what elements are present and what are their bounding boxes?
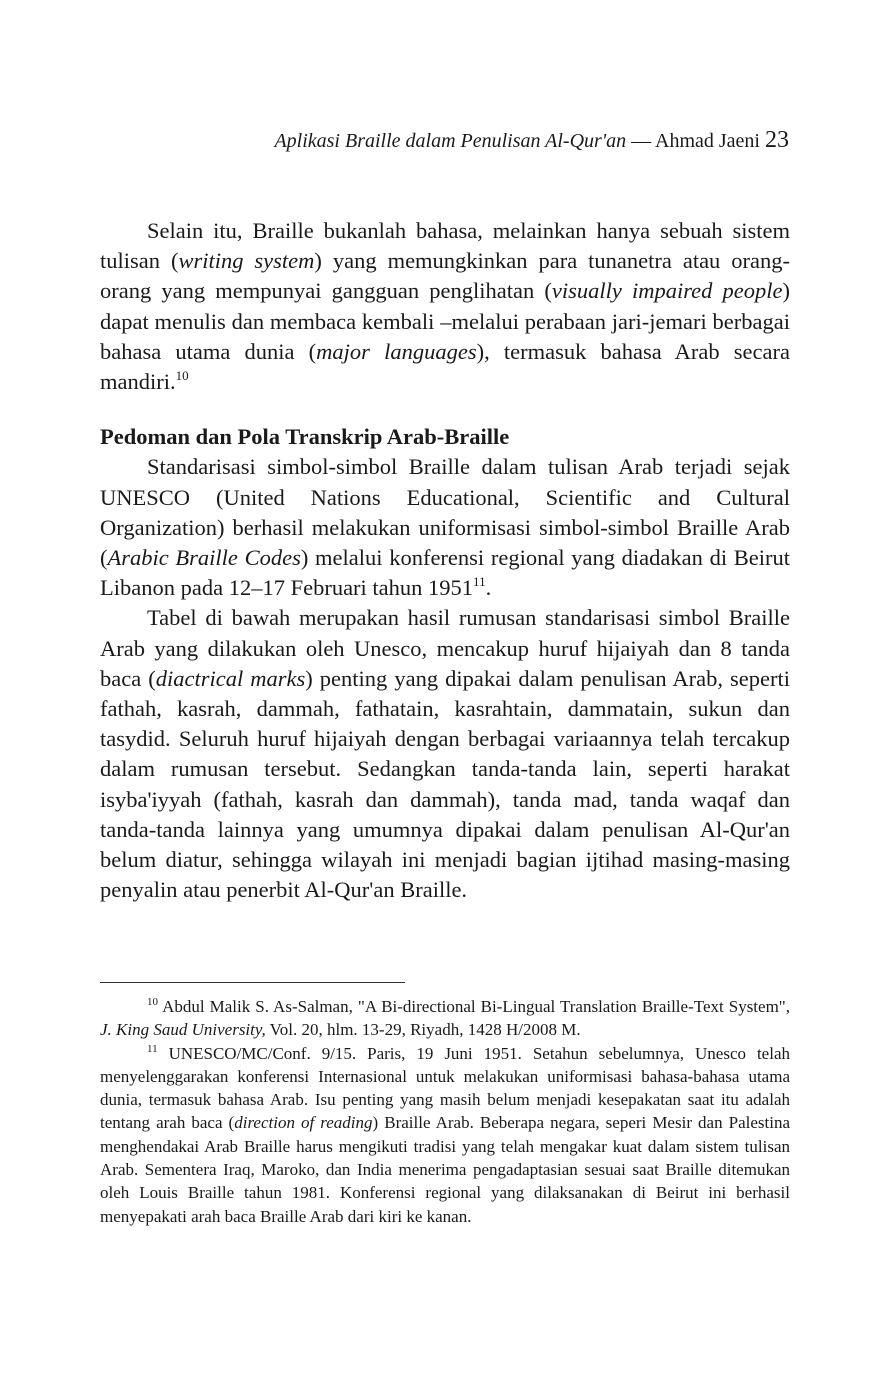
paragraph-1-text-4: ), termasuk bahasa Arab secara mandiri. bbox=[100, 338, 790, 395]
paragraph-3-text-1: Tabel di bawah merupakan hasil rumusan standarisasi simbol Braille Arab yang dilakukan oleh Unesco, mencakup huruf hijaiyah dan 8 tanda baca ( bbox=[100, 605, 790, 691]
section-heading: Pedoman dan Pola Transkrip Arab-Braille bbox=[100, 424, 510, 450]
paragraph-2-italic-1: Arabic Braille Codes bbox=[107, 545, 301, 571]
footnote-10-text-2: Vol. 20, hlm. 13-29, Riyadh, 1428 H/2008 M. bbox=[265, 1020, 581, 1040]
footnote-11-text-2: ) Braille Arab. Beberapa negara, seperi Mesir dan Palestina menghendakai Arab Braille harus mengikuti tradisi yang telah mengakar kuat dalam sistem tulisan Arab. Sementera Iraq, Maroko, dan India menerima pengadaptasian sesuai saat Braille ditemukan oleh Louis Braille tahun 1981. Konferensi regional yang dilaksanakan di Beirut ini berhasil menyepakati arah baca Braille Arab dari kiri ke kanan. bbox=[100, 1113, 790, 1226]
paragraph-3 bbox=[100, 603, 790, 905]
running-head-separator: — bbox=[626, 130, 656, 152]
footnote-10 bbox=[100, 995, 790, 1042]
paragraph-3-italic-1: diactrical marks bbox=[155, 665, 306, 691]
footnote-ref-11[interactable]: 11 bbox=[473, 574, 486, 590]
main-text bbox=[100, 216, 790, 905]
running-head-title: Aplikasi Braille dalam Penulisan Al-Qur'an bbox=[274, 130, 627, 152]
footnote-10-text-1: Abdul Malik S. As-Salman, "A Bi-directional Bi-Lingual Translation Braille-Text System", bbox=[162, 997, 790, 1016]
footnote-11-number: 11 bbox=[147, 1042, 158, 1055]
paragraph-1-text-3: ) dapat menulis dan membaca kembali –melalui perabaan jari-jemari berbagai bahasa utama dunia ( bbox=[100, 278, 790, 364]
paragraph-1-italic-1: writing system bbox=[178, 248, 315, 274]
footnote-10-number: 10 bbox=[147, 996, 158, 1008]
paragraph-2 bbox=[100, 452, 790, 603]
page-number: 23 bbox=[765, 127, 789, 153]
footnote-11 bbox=[100, 1042, 790, 1228]
paragraph-2-text-2: ) melalui konferensi regional yang diadakan di Beirut Libanon pada 12–17 Februari tahun 1951 bbox=[100, 545, 791, 601]
paragraph-3-text-2: ) penting yang dipakai dalam penulisan Arab, seperti fathah, kasrah, dammah, fathatain, kasrahtain, dammatain, sukun dan tasydid. Seluruh huruf hijaiyah dengan berbagai variaannya telah tercakup dalam rumusan tersebut. Sedangkan tanda-tanda lain, seperti harakat isyba'iyyah (fathah, kasrah dan dammah), tanda mad, tanda waqaf dan tanda-tanda lainnya yang umumnya dipakai dalam penulisan Al-Qur'an belum diatur, sehingga wilayah ini menjadi bagian ijtihad masing-masing penyalin atau penerbit Al-Qur'an Braille. bbox=[100, 665, 791, 903]
paragraph-1-text-1: Selain itu, Braille bukanlah bahasa, melainkan hanya sebuah sistem tulisan ( bbox=[100, 218, 790, 274]
paragraph-1-text-2: ) yang memungkinkan para tunanetra atau orang-orang yang mempunyai gangguan penglihatan ( bbox=[100, 248, 790, 304]
footnote-divider bbox=[100, 982, 405, 983]
footnote-ref-10[interactable]: 10 bbox=[175, 368, 189, 384]
paragraph-1-italic-2: visually impaired people bbox=[551, 278, 783, 304]
paragraph-1 bbox=[100, 216, 790, 397]
paragraph-2-text-3: . bbox=[485, 575, 492, 601]
running-head-author: Ahmad Jaeni bbox=[655, 130, 760, 152]
paragraph-1-italic-3: major languages bbox=[316, 338, 477, 364]
running-head bbox=[100, 124, 789, 157]
footnote-11-text-1: UNESCO/MC/Conf. 9/15. Paris, 19 Juni 1951. Setahun sebelumnya, Unesco telah menyelenggarakan konferensi Internasional untuk melakukan uniformisasi bahasa-bahasa utama dunia, termasuk bahasa Arab. Isu penting yang masih belum menjadi kesepakatan saat itu adalah tentang arah baca ( bbox=[100, 1043, 790, 1133]
footnotes bbox=[100, 995, 790, 1228]
footnote-10-italic: J. King Saud University, bbox=[100, 1020, 266, 1040]
paragraph-2-text-1: Standarisasi simbol-simbol Braille dalam tulisan Arab terjadi sejak UNESCO (United Nations Educational, Scientific and Cultural Organization) berhasil melakukan uniformisasi simbol-simbol Braille Arab ( bbox=[100, 454, 790, 571]
footnote-11-italic: direction of reading bbox=[234, 1113, 373, 1133]
